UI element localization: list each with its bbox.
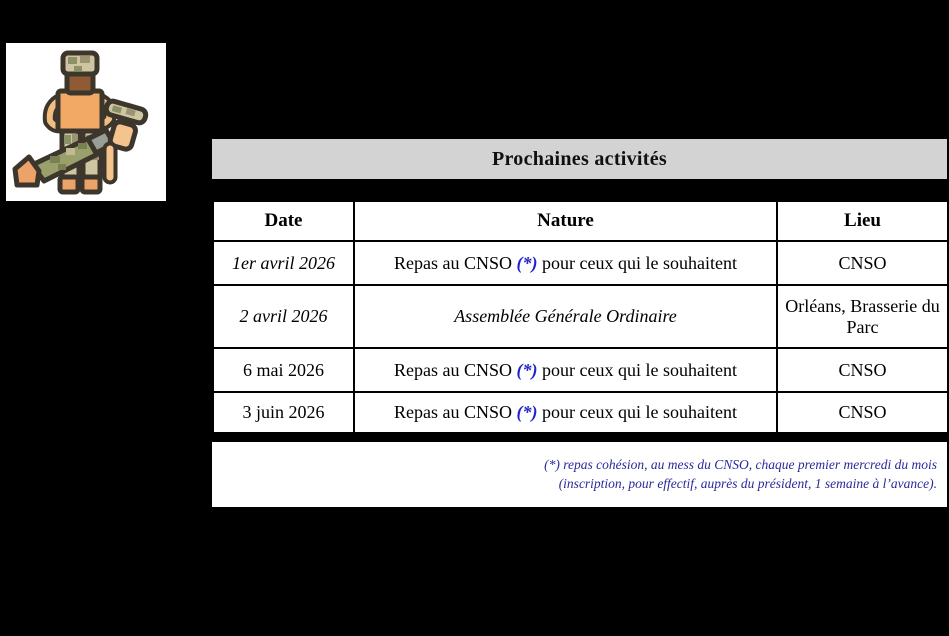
- header-row: [213, 201, 948, 241]
- nature-text: Repas au CNSO: [394, 252, 517, 273]
- table-row: [213, 392, 948, 433]
- soldiers-pushup-image: [6, 43, 166, 201]
- nature-text: pour ceux qui le souhaitent: [537, 402, 737, 422]
- footnote-box: [212, 442, 947, 507]
- section-title-bar: [212, 139, 947, 179]
- cell-lieu: CNSO: [777, 392, 948, 433]
- table-row: [213, 285, 948, 348]
- column-header-date: Date: [213, 201, 354, 241]
- page-title: Prochaines activités: [491, 147, 668, 170]
- column-header-lieu: Lieu: [777, 201, 948, 241]
- footnote-marker: (*): [516, 252, 538, 273]
- table-row: [213, 348, 948, 392]
- footnote-marker: (*): [516, 402, 538, 422]
- cell-date: 3 juin 2026: [213, 392, 354, 433]
- nature-text: pour ceux qui le souhaitent: [537, 359, 737, 380]
- footnote-line-2: (inscription, pour effectif, auprès du président, 1 semaine à l’avance).: [558, 476, 937, 491]
- cell-date: 2 avril 2026: [213, 285, 354, 348]
- cell-nature: [354, 285, 777, 348]
- table-row: [213, 241, 948, 285]
- footnote-line-1: (*) repas cohésion, au mess du CNSO, chaque premier mercredi du mois: [544, 457, 937, 472]
- cell-nature: [354, 241, 777, 285]
- nature-text: Repas au CNSO: [394, 402, 517, 422]
- soldiers-pushup-icon: [6, 43, 166, 201]
- cell-date: 1er avril 2026: [213, 241, 354, 285]
- nature-text: Assemblée Générale Ordinaire: [454, 306, 677, 326]
- nature-text: pour ceux qui le souhaitent: [537, 252, 737, 273]
- table-header: [213, 201, 948, 241]
- activities-table: [212, 200, 949, 434]
- cell-lieu: CNSO: [777, 241, 948, 285]
- table-body: [213, 241, 948, 433]
- cell-lieu: CNSO: [777, 348, 948, 392]
- cell-nature: [354, 392, 777, 433]
- footnote-marker: (*): [516, 359, 538, 380]
- cell-date: 6 mai 2026: [213, 348, 354, 392]
- column-header-nature: Nature: [354, 201, 777, 241]
- cell-nature: [354, 348, 777, 392]
- cell-lieu: Orléans, Brasserie du Parc: [777, 285, 948, 348]
- nature-text: Repas au CNSO: [394, 359, 517, 380]
